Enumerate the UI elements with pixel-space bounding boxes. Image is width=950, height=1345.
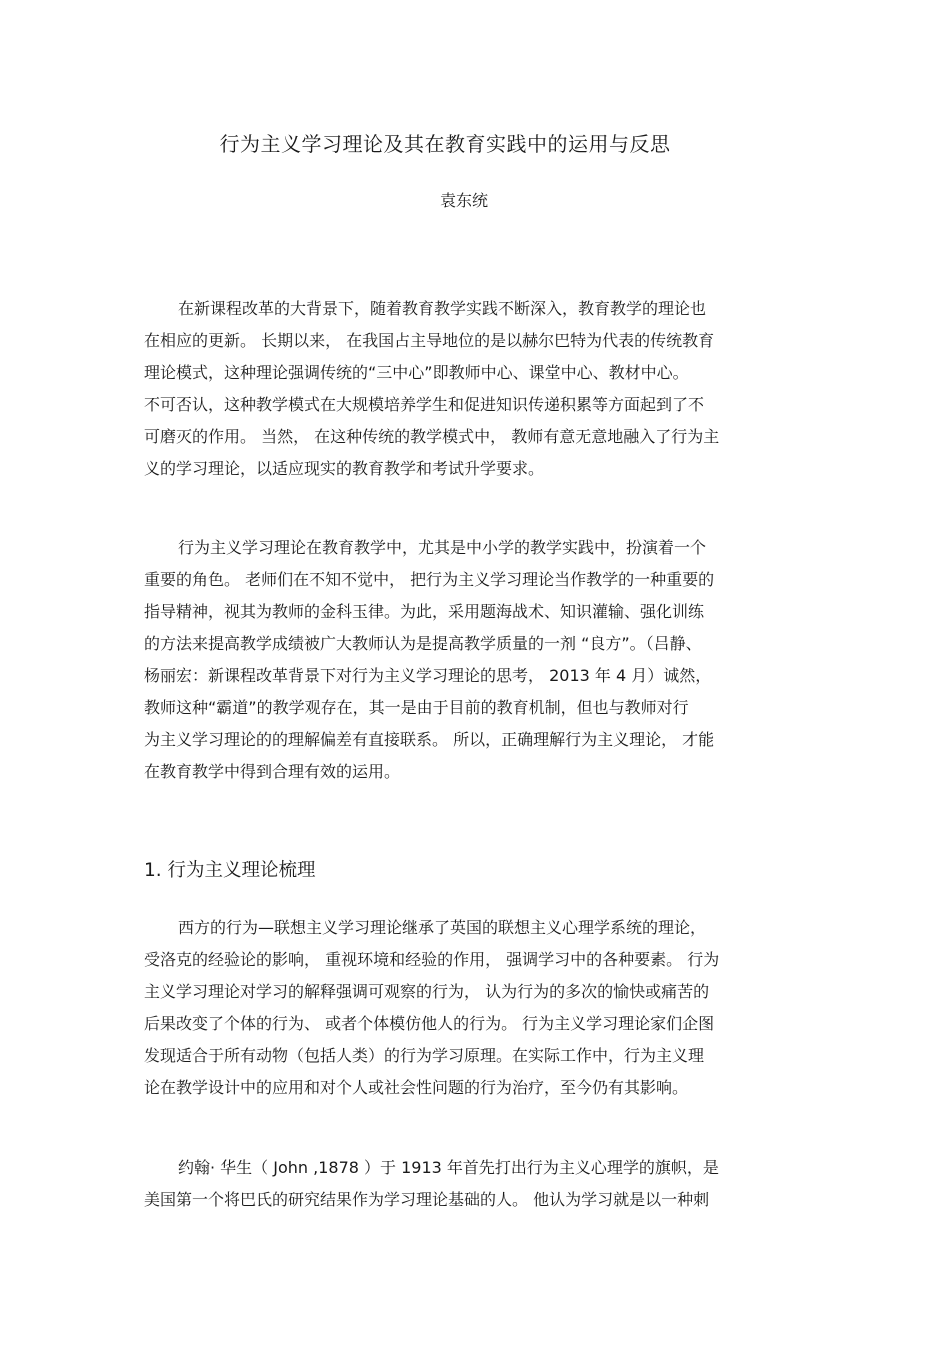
paragraph-line: 杨丽宏：新课程改革背景下对行为主义学习理论的思考， 2013 年 4 月）诚然， — [144, 666, 712, 685]
paragraph-line: 教师这种“霸道”的教学观存在，其一是由于目前的教育机制，但也与教师对行 — [144, 698, 689, 717]
paragraph-line: 受洛克的经验论的影响， 重视环境和经验的作用， 强调学习中的各种要素。 行为 — [144, 950, 720, 969]
paragraph-3 — [144, 912, 824, 1104]
paragraph-line: 的方法来提高教学成绩被广大教师认为是提高教学质量的一剂 “良方”。（吕静、 — [144, 634, 702, 653]
paragraph-line: 重要的角色。 老师们在不知不觉中， 把行为主义学习理论当作教学的一种重要的 — [144, 570, 715, 589]
paragraph-1 — [144, 293, 824, 485]
paragraph-line: 美国第一个将巴氏的研究结果作为学习理论基础的人。 他认为学习就是以一种刺 — [144, 1190, 710, 1209]
paragraph-line: 为主义学习理论的的理解偏差有直接联系。 所以，正确理解行为主义理论， 才能 — [144, 730, 715, 749]
paragraph-line: 后果改变了个体的行为、 或者个体模仿他人的行为。 行为主义学习理论家们企图 — [144, 1014, 715, 1033]
document-author: 袁东统 — [440, 191, 489, 210]
paragraph-line: 可磨灭的作用。 当然， 在这种传统的教学模式中， 教师有意无意地融入了行为主 — [144, 427, 720, 446]
paragraph-line: 在新课程改革的大背景下，随着教育教学实践不断深入，教育教学的理论也 — [178, 299, 707, 318]
paragraph-line: 在相应的更新。 长期以来， 在我国占主导地位的是以赫尔巴特为代表的传统教育 — [144, 331, 715, 350]
paragraph-line: 理论模式，这种理论强调传统的“三中心”即教师中心、课堂中心、教材中心。 — [144, 363, 689, 382]
paragraph-line: 不可否认，这种教学模式在大规模培养学生和促进知识传递积累等方面起到了不 — [144, 395, 705, 414]
paragraph-line: 约翰· 华生（ John ,1878 ）于 1913 年首先打出行为主义心理学的旗帜，是 — [178, 1158, 719, 1177]
section-heading: 1. 行为主义理论梳理 — [144, 860, 316, 881]
paragraph-line: 主义学习理论对学习的解释强调可观察的行为， 认为行为的多次的愉快或痛苦的 — [144, 982, 710, 1001]
paragraph-line: 行为主义学习理论在教育教学中，尤其是中小学的教学实践中，扮演着一个 — [178, 538, 707, 557]
document-title: 行为主义学习理论及其在教育实践中的运用与反思 — [219, 132, 671, 156]
paragraph-line: 论在教学设计中的应用和对个人或社会性问题的行为治疗，至今仍有其影响。 — [144, 1078, 689, 1097]
paragraph-4 — [144, 1152, 824, 1216]
paragraph-line: 在教育教学中得到合理有效的运用。 — [144, 762, 401, 781]
paragraph-line: 西方的行为—联想主义学习理论继承了英国的联想主义心理学系统的理论， — [178, 918, 707, 937]
paragraph-2 — [144, 532, 824, 788]
paragraph-line: 发现适合于所有动物（包括人类）的行为学习原理。在实际工作中，行为主义理 — [144, 1046, 705, 1065]
paragraph-line: 指导精神，视其为教师的金科玉律。为此，采用题海战术、知识灌输、强化训练 — [144, 602, 705, 621]
paragraph-line: 义的学习理论，以适应现实的教育教学和考试升学要求。 — [144, 459, 545, 478]
